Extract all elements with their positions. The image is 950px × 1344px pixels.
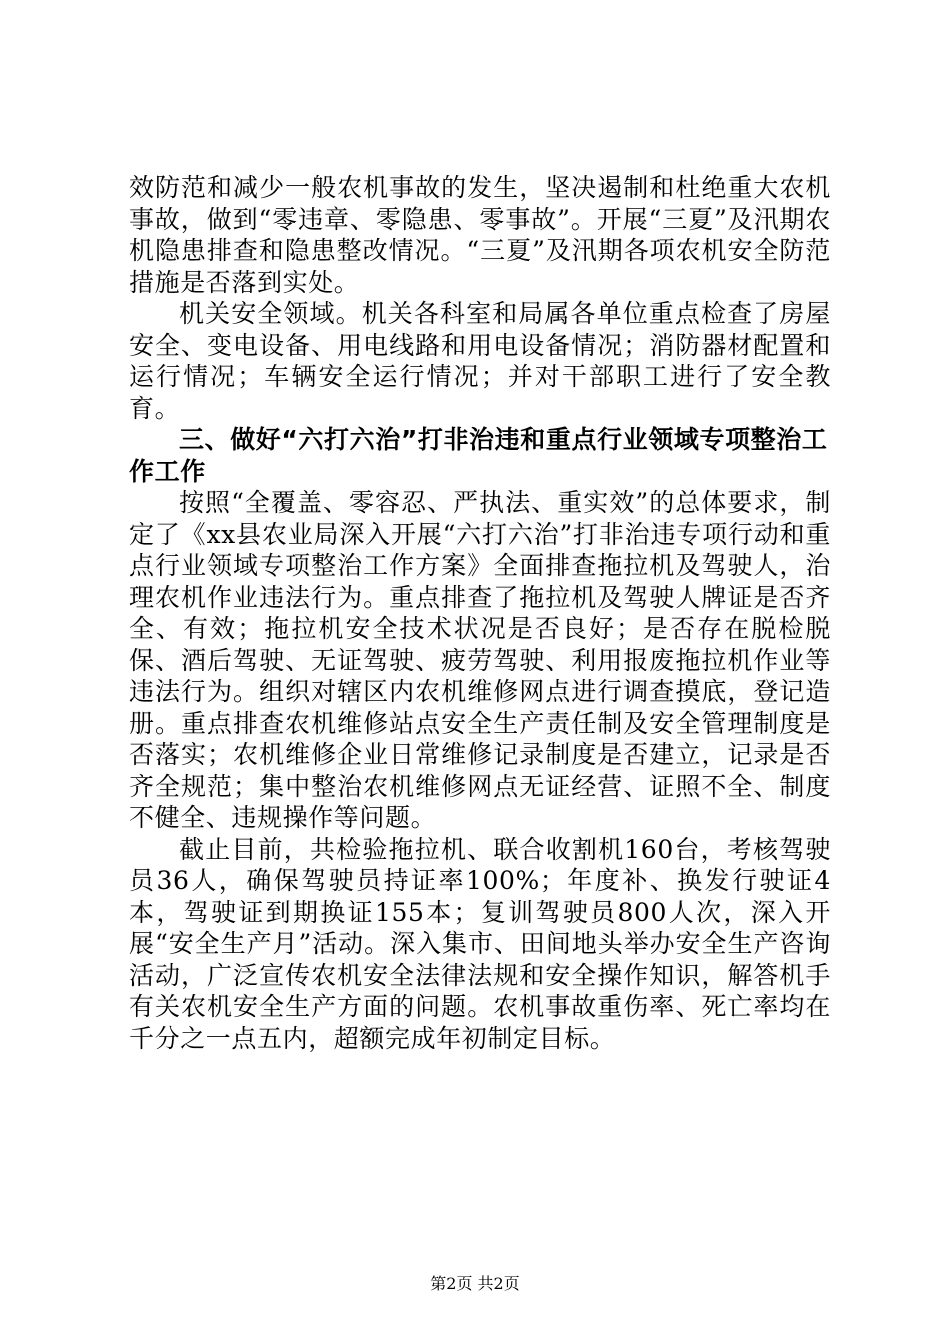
section-heading-three: 三、做好“六打六治”打非治违和重点行业领域专项整治工作工作 (129, 425, 828, 486)
paragraph-office-safety: 机关安全领域。机关各科室和局属各单位重点检查了房屋安全、变电设备、用电线路和用电设备情况；消防器材配置和运行情况；车辆安全运行情况；并对干部职工进行了安全教育。 (129, 299, 831, 423)
document-body (129, 172, 831, 1054)
paragraph-results: 截止目前，共检验拖拉机、联合收割机160台，考核驾驶员36人，确保驾驶员持证率100%；年度补、换发行驶证4本，驾驶证到期换证155本；复训驾驶员800人次，深入开展“安全生产月”活动。深入集市、田间地头举办安全生产咨询活动，广泛宣传农机安全法律法规和安全操作知识，解答机手有关农机安全生产方面的问题。农机事故重伤率、死亡率均在千分之一点五内，超额完成年初制定目标。 (129, 834, 831, 1053)
paragraph-prevention: 效防范和减少一般农机事故的发生，坚决遏制和杜绝重大农机事故，做到“零违章、零隐患、零事故”。开展“三夏”及汛期农机隐患排查和隐患整改情况。“三夏”及汛期各项农机安全防范措施是否落到实处。 (129, 173, 831, 297)
page-footer: 第2页 共2页 (430, 1274, 520, 1293)
paragraph-six-strikes: 按照“全覆盖、零容忍、严执法、重实效”的总体要求，制定了《xx县农业局深入开展“六打六治”打非治违专项行动和重点行业领域专项整治工作方案》全面排查拖拉机及驾驶人，治理农机作业违法行为。重点排查了拖拉机及驾驶人牌证是否齐全、有效；拖拉机安全技术状况是否良好；是否存在脱检脱保、酒后驾驶、无证驾驶、疲劳驾驶、利用报废拖拉机作业等违法行为。组织对辖区内农机维修网点进行调查摸底，登记造册。重点排查农机维修站点安全生产责任制及安全管理制度是否落实；农机维修企业日常维修记录制度是否建立，记录是否齐全规范；集中整治农机维修网点无证经营、证照不全、制度不健全、违规操作等问题。 (129, 488, 831, 832)
